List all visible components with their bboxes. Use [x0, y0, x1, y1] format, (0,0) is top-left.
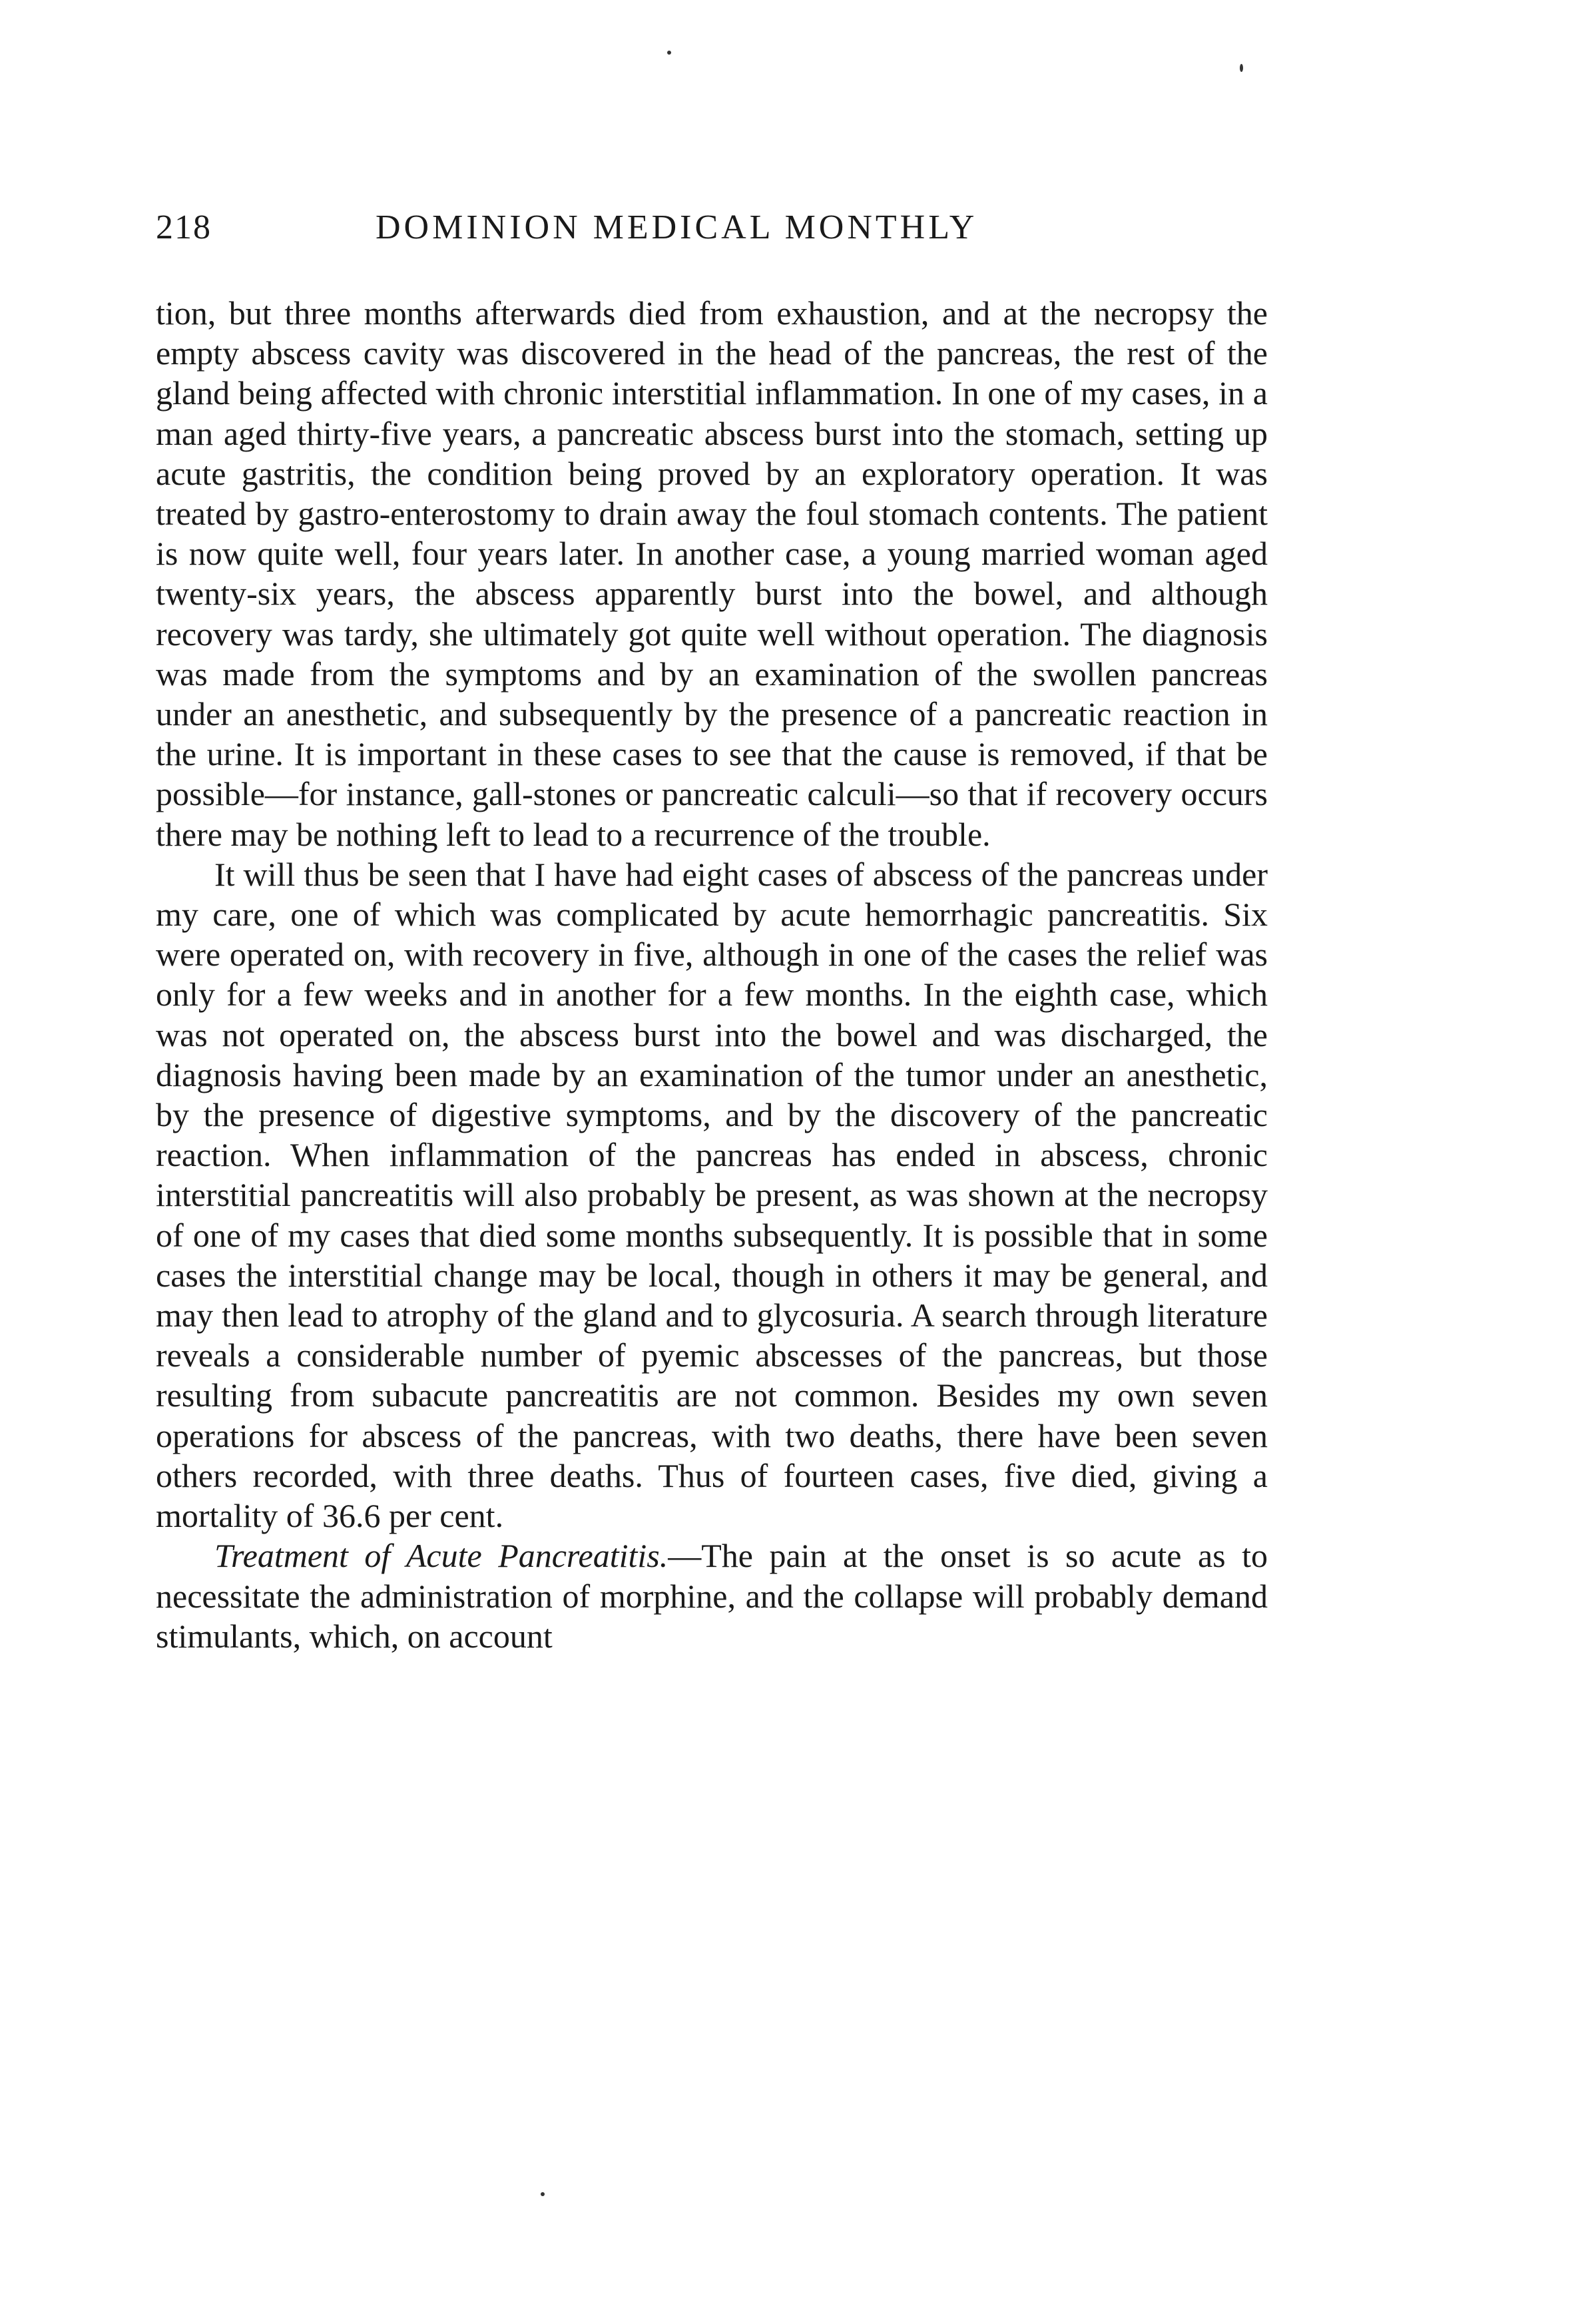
section-heading: Treatment of Acute Pancreatitis.: [214, 1537, 668, 1575]
running-head: DOMINION MEDICAL MONTHLY: [376, 208, 978, 246]
page-number: 218: [156, 208, 212, 246]
body-text: [156, 293, 1268, 1656]
paragraph-text: —The pain at the onset is so acute as to necessitate the administration of morphine, and the collapse will probably demand stimulants, which, on account: [156, 1537, 1268, 1655]
paragraph: It will thus be seen that I have had eight cases of abscess of the pancreas under my care, one of which was complicated by acute hemorrhagic pancreatitis. Six were operated on, with recovery in five, although in one of the cases the relief was only for a few weeks and in another for a few months. In the eighth case, which was not operated on, the abscess burst into the bowel and was discharged, the diagnosis having been made by an examination of the tumor under an anesthetic, by the presence of digestive symptoms, and by the discovery of the pancreatic reaction. When inflammation of the pancreas has ended in abscess, chronic interstitial pancreatitis will also probably be present, as was shown at the necropsy of one of my cases that died some months subsequently. It is possible that in some cases the interstitial change may be local, though in others it may be general, and may then lead to atrophy of the gland and to glycosuria. A search through literature reveals a considerable number of pyemic abscesses of the pancreas, but those resulting from subacute pancreatitis are not common. Besides my own seven operations for abscess of the pancreas, with two deaths, there have been seven others recorded, with three deaths. Thus of fourteen cases, five died, giving a mortality of 36.6 per cent.: [156, 855, 1268, 1535]
paragraph: [156, 1536, 1268, 1656]
print-speck: [667, 51, 671, 55]
page-header: [156, 208, 1268, 261]
print-speck: [1240, 64, 1243, 72]
paragraph: tion, but three months afterwards died from exhaustion, and at the necropsy the empty abscess cavity was discovered in the head of the pancreas, the rest of the gland being affected with chronic interstitial inflammation. In one of my cases, in a man aged thirty-five years, a pancreatic abscess burst into the stomach, setting up acute gastritis, the condition being proved by an exploratory operation. It was treated by gastro-enterostomy to drain away the foul stomach contents. The patient is now quite well, four years later. In another case, a young married woman aged twenty-six years, the abscess apparently burst into the bowel, and although recovery was tardy, she ultimately got quite well without operation. The diagnosis was made from the symptoms and by an examination of the swollen pancreas under an anesthetic, and subsequently by the presence of a pancreatic reaction in the urine. It is important in these cases to see that the cause is removed, if that be possible—for instance, gall-stones or pancreatic calculi—so that if recovery occurs there may be nothing left to lead to a recurrence of the trouble.: [156, 294, 1268, 853]
print-speck: [541, 2192, 545, 2196]
